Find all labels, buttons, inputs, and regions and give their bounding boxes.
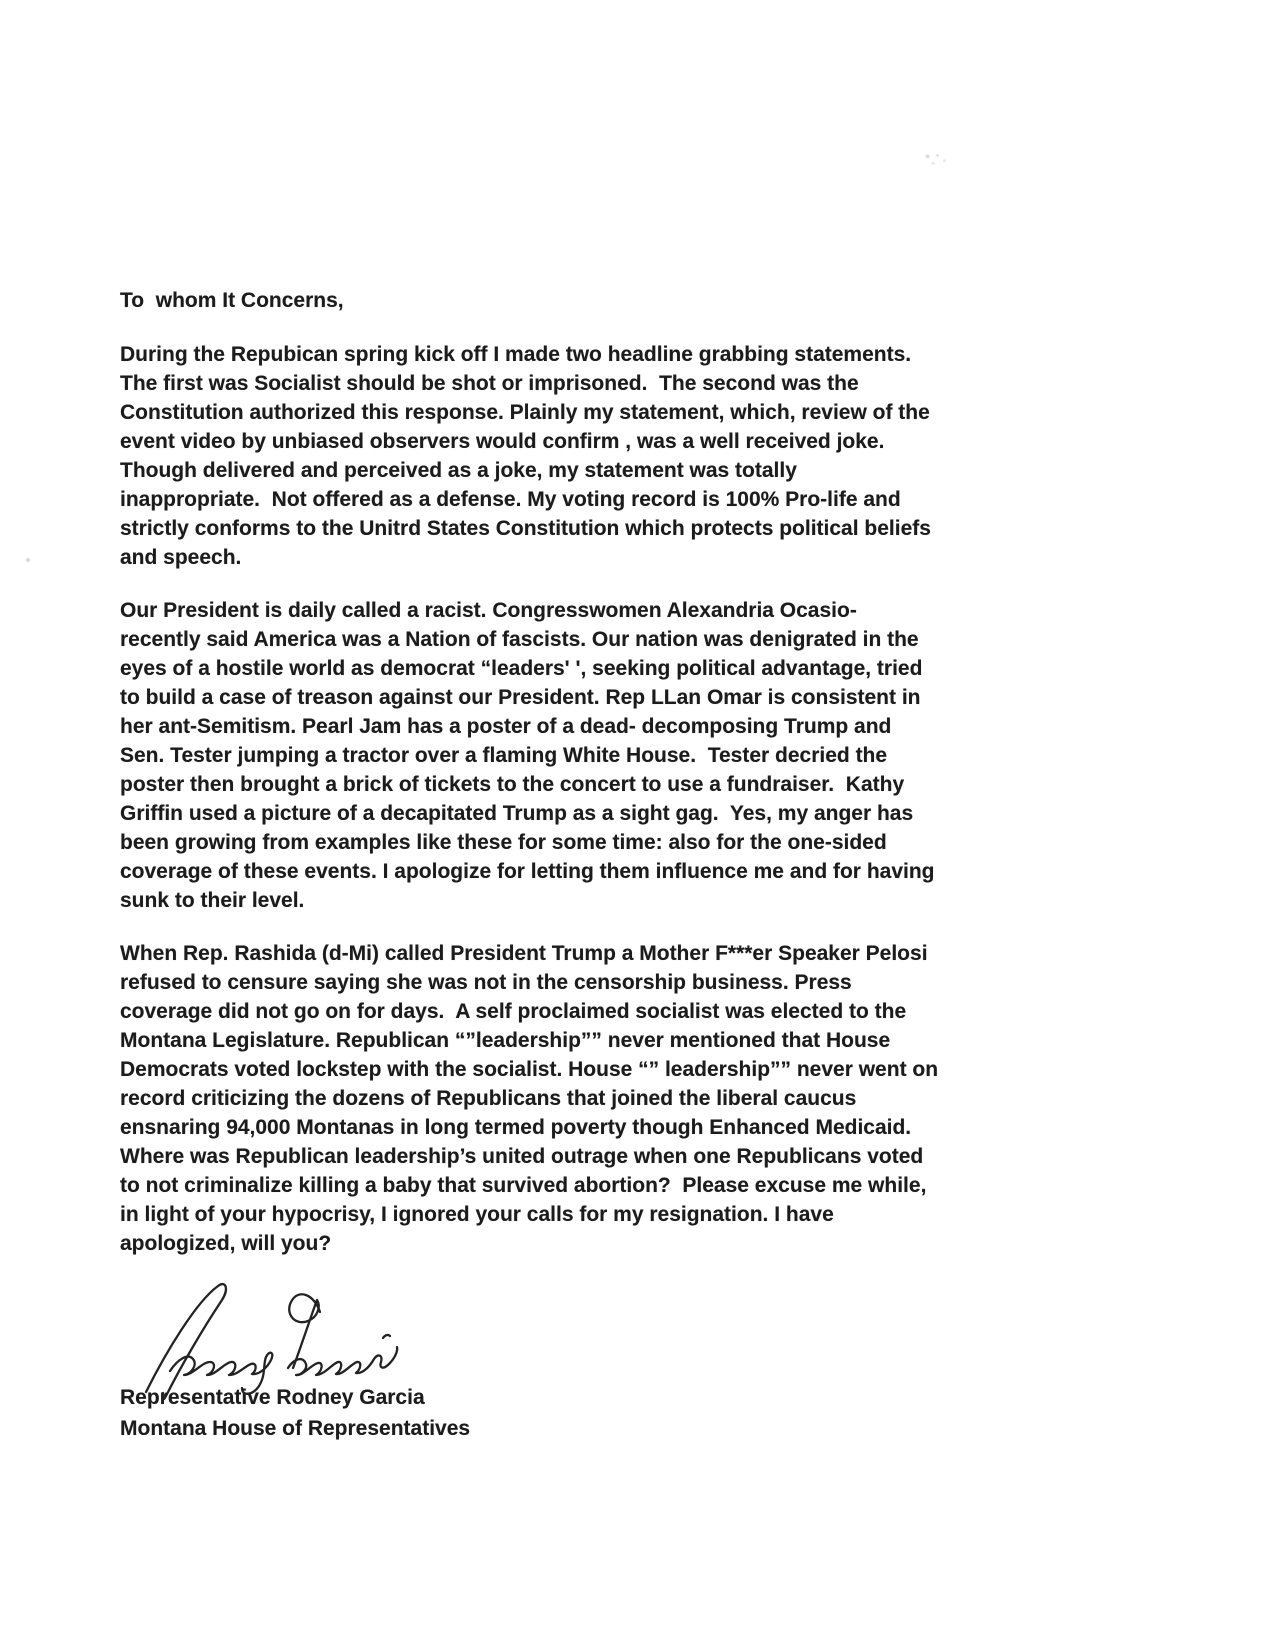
text-line: eyes of a hostile world as democrat “leaders' ', seeking political advantage, tried: [120, 657, 923, 680]
text-line: Our President is daily called a racist. Congresswomen Alexandria Ocasio-: [120, 599, 857, 622]
text-line: in light of your hypocrisy, I ignored your calls for my resignation. I have: [120, 1203, 834, 1226]
text-line: When Rep. Rashida (d-Mi) called President Trump a Mother F***er Speaker Pelosi: [120, 942, 928, 965]
text-line: recently said America was a Nation of fascists. Our nation was denigrated in the: [120, 628, 919, 651]
handwritten-signature-icon: [130, 1276, 430, 1408]
text-line: event video by unbiased observers would confirm , was a well received joke.: [120, 430, 885, 453]
text-line: apologized, will you?: [120, 1232, 332, 1255]
text-line: Where was Republican leadership’s united outrage when one Republicans voted: [120, 1145, 924, 1168]
paragraph: [120, 596, 1120, 915]
paragraph: [120, 340, 1120, 572]
scan-artifact-speck: [26, 558, 30, 562]
salutation: To whom It Concerns,: [120, 289, 344, 312]
text-line: ensnaring 94,000 Montanas in long termed poverty though Enhanced Medicaid.: [120, 1116, 912, 1139]
closing-name: Representative Rodney Garcia: [120, 1386, 425, 1409]
text-line: record criticizing the dozens of Republicans that joined the liberal caucus: [120, 1087, 857, 1110]
text-line: During the Repubican spring kick off I made two headline grabbing statements.: [120, 343, 912, 366]
text-line: Democrats voted lockstep with the socialist. House “” leadership”” never went on: [120, 1058, 939, 1081]
scan-artifact-smudge: [922, 150, 950, 168]
text-line: Griffin used a picture of a decapitated Trump as a sight gag. Yes, my anger has: [120, 802, 914, 825]
letter-body: [120, 286, 1120, 1444]
text-line: been growing from examples like these for some time: also for the one-sided: [120, 831, 887, 854]
text-line: and speech.: [120, 546, 242, 569]
paragraph: [120, 939, 1120, 1258]
letter-paragraphs: [120, 340, 1120, 1258]
closing-title: Montana House of Representatives: [120, 1417, 471, 1440]
text-line: refused to censure saying she was not in the censorship business. Press: [120, 971, 852, 994]
text-line: her ant-Semitism. Pearl Jam has a poster of a dead- decomposing Trump and: [120, 715, 892, 738]
text-line: inappropriate. Not offered as a defense. My voting record is 100% Pro-life and: [120, 488, 901, 511]
text-line: Constitution authorized this response. Plainly my statement, which, review of the: [120, 401, 930, 424]
text-line: poster then brought a brick of tickets to the concert to use a fundraiser. Kathy: [120, 773, 905, 796]
text-line: coverage of these events. I apologize for letting them influence me and for having: [120, 860, 935, 883]
text-line: coverage did not go on for days. A self proclaimed socialist was elected to the: [120, 1000, 907, 1023]
text-line: sunk to their level.: [120, 889, 305, 912]
text-line: Though delivered and perceived as a joke, my statement was totally: [120, 459, 797, 482]
text-line: Montana Legislature. Republican “”leadership”” never mentioned that House: [120, 1029, 891, 1052]
text-line: to not criminalize killing a baby that survived abortion? Please excuse me while,: [120, 1174, 927, 1197]
text-line: strictly conforms to the Unitrd States Constitution which protects political beliefs: [120, 517, 931, 540]
text-line: to build a case of treason against our President. Rep LLan Omar is consistent in: [120, 686, 921, 709]
text-line: The first was Socialist should be shot or imprisoned. The second was the: [120, 372, 859, 395]
text-line: Sen. Tester jumping a tractor over a flaming White House. Tester decried the: [120, 744, 888, 767]
signature-block: [120, 1282, 1120, 1382]
